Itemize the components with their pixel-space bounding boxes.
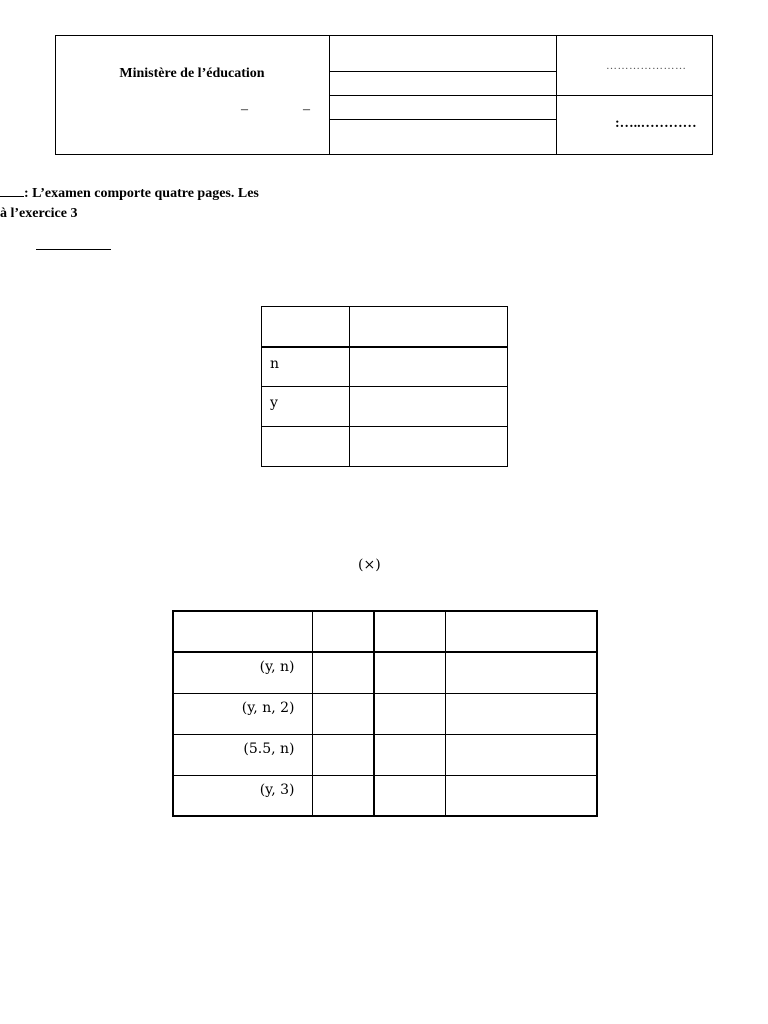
header-dash: – (241, 102, 248, 117)
table-row (173, 652, 597, 693)
table-cell (445, 734, 597, 775)
table-cell (312, 652, 374, 693)
table-cell (350, 347, 508, 387)
table-cell (374, 775, 445, 816)
table-cell (445, 775, 597, 816)
table-cell (350, 307, 508, 347)
instruction-text: : L’examen comporte quatre pages. Les (24, 186, 259, 201)
header-divider (329, 119, 557, 120)
table-cell: (y, n, 2) (173, 693, 312, 734)
table-cell (445, 611, 597, 652)
table-cell: n (262, 347, 350, 387)
table-cell (374, 693, 445, 734)
table-cell (445, 693, 597, 734)
table-cell (262, 307, 350, 347)
table-cell (350, 427, 508, 467)
table-row (173, 611, 597, 652)
table-row (173, 734, 597, 775)
table-cell (312, 611, 374, 652)
table-cell (445, 652, 597, 693)
table-cell (350, 387, 508, 427)
header-dotted-field: :…..………… (615, 116, 697, 131)
table-row (262, 387, 508, 427)
instruction-line: à l’exercice 3 (0, 206, 78, 221)
table-cell: (y, 3) (173, 775, 312, 816)
instruction-line (0, 184, 259, 202)
function-call-table (172, 610, 598, 817)
table-cell (374, 652, 445, 693)
underline-rule (36, 249, 111, 250)
times-label: (×) (358, 557, 381, 573)
table-cell (312, 775, 374, 816)
table-cell (312, 693, 374, 734)
table-row (262, 347, 508, 387)
header-divider (329, 95, 713, 96)
table-row (262, 427, 508, 467)
table-cell (312, 734, 374, 775)
table-cell (374, 734, 445, 775)
header-dash: – (303, 102, 310, 117)
variable-table (261, 306, 508, 467)
ministry-name: Ministère de l’éducation (119, 66, 265, 81)
table-cell: y (262, 387, 350, 427)
underline-blank (0, 184, 24, 197)
table-row (173, 693, 597, 734)
table-cell: (y, n) (173, 652, 312, 693)
table-cell: (5.5, n) (173, 734, 312, 775)
header-divider (329, 71, 557, 72)
table-cell (262, 427, 350, 467)
table-row (262, 307, 508, 347)
header-dotted-field: ………………… (606, 60, 687, 72)
table-cell (173, 611, 312, 652)
table-cell (374, 611, 445, 652)
table-row (173, 775, 597, 816)
